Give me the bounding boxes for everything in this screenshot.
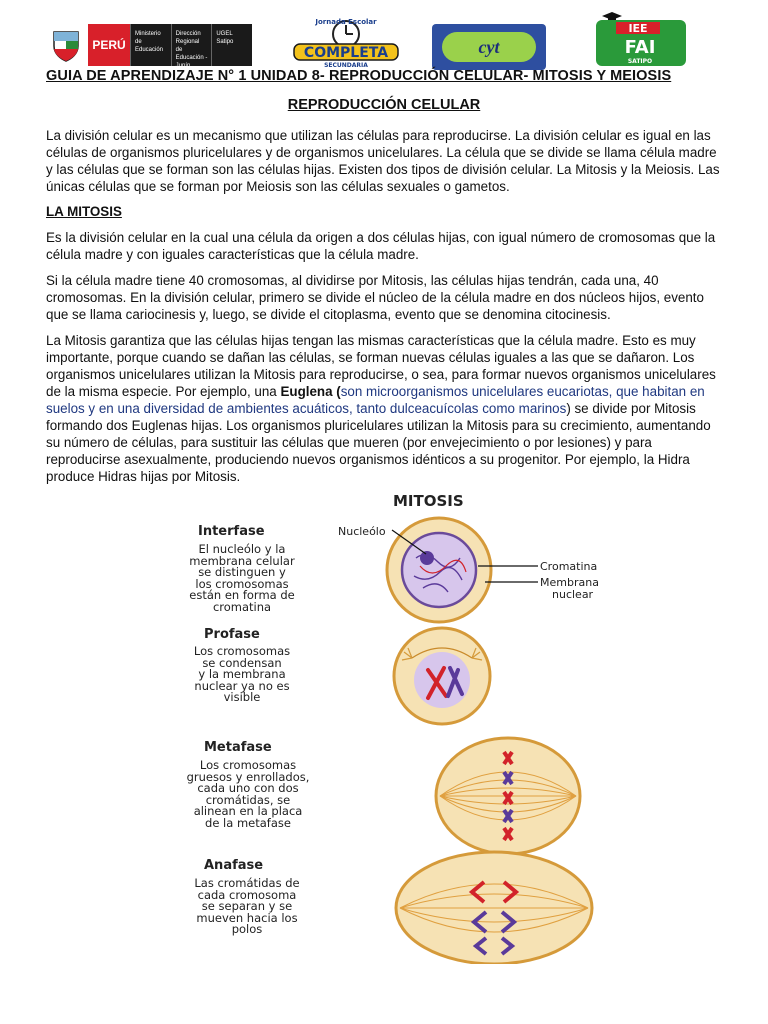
peru-shield-icon (44, 24, 88, 66)
figure-title: MITOSIS (393, 492, 464, 510)
phase-desc-interfase: El nucleólo y la membrana celular se distinguen y los cromosomas están en forma de cromatina (189, 542, 295, 614)
satipo-text: SATIPO (627, 58, 653, 65)
jec-main-text: COMPLETA (303, 45, 389, 61)
mitosis-heading: LA MITOSIS (46, 204, 122, 219)
cyt-logo (432, 24, 546, 70)
region-label: Dirección Regional de Educación - Junín (171, 24, 212, 66)
peru-label: PERÚ (88, 24, 130, 66)
intro-paragraph: La división celular es un mecanismo que utilizan las células para reproducirse. La división celular es igual en las células de organismos pluricelulares y de organismos unicelulares. La célula que se divide se llama célula madre y las células que se forman son las células hijas. Existen dos tipos de división celular. La Mitosis y la Meiosis. Las únicas células que se forman por Meiosis son las células sexuales o gametos. (46, 128, 720, 194)
section-subtitle: REPRODUCCIÓN CELULAR (287, 97, 481, 113)
document-title: GUIA DE APRENDIZAJE N° 1 UNIDAD 8- REPRODUCCIÓN CELULAR- MITOSIS Y MEIOSIS (46, 68, 672, 84)
mitosis-paragraph-2: Si la célula madre tiene 40 cromosomas, al dividirse por Mitosis, las células hijas tendrán, cada una, 40 cromosomas. En la división celular, primero se divide el núcleo de la célula madre en dos núcleos hijos, evento que se llama cariocinesis y, luego, se divide el citoplasma, evento que se denomina citocinesis. (46, 273, 704, 322)
phase-title-profase: Profase (204, 627, 260, 642)
paragraph-3-end: ) se divide por Mitosis formando dos Euglenas hijas. Los organismos pluricelulares utilizan la Mitosis para su crecimiento, aumentando su número de células, para sustituir las células que mueren (por envejecimiento o por lesiones) y para reproducirse asexualmente, produciendo nuevos organismos idénticos a su progenitor. Por ejemplo, la Hidra produce Hidras hijas por Mitosis. (46, 401, 711, 484)
label-nucleolo: Nucleólo (338, 525, 386, 538)
phase-desc-metafase: Los cromosomas gruesos y enrollados, cada uno con dos cromátidas, se alinean en la placa de la metafase (186, 758, 310, 830)
iee-text: IEE (628, 22, 648, 35)
label-membrana: Membrana nuclear (540, 576, 599, 601)
ugel-label: UGEL Satipo (211, 24, 252, 66)
fai-text: FAI (624, 37, 656, 58)
interfase-cell-diagram (387, 518, 538, 622)
jec-bottom-text: SECUNDARIA (324, 62, 368, 69)
iee-fai-logo (590, 12, 690, 68)
mitosis-paragraph-3 (46, 332, 726, 485)
anafase-cell-diagram (396, 852, 592, 964)
metafase-cell-diagram (436, 738, 580, 854)
jec-logo (290, 14, 402, 70)
phase-title-metafase: Metafase (204, 740, 272, 755)
mitosis-figure (148, 488, 628, 964)
phase-desc-profase: Los cromosomas se condensan y la membrana nuclear ya no es visible (193, 644, 291, 705)
euglena-term: Euglena ( (280, 384, 341, 399)
ministry-label: Ministerio de Educación (130, 24, 171, 66)
cyt-logo-text: cyt (442, 32, 536, 62)
euglena-definition: son microorganismos unicelulares eucariotas, que habitan en suelos y en una diversidad de ambientes acuáticos, tanto dulceacuícolas como marinos (46, 384, 705, 416)
phase-title-anafase: Anafase (204, 858, 264, 873)
phase-desc-anafase: Las cromátidas de cada cromosoma se separan y se mueven hacia los polos (194, 876, 300, 937)
paragraph-3-start: La Mitosis garantiza que las células hijas tengan las mismas características que la célula madre. Esto es muy importante, porque cuando se dañan las células, se forman nuevas células iguales a las que se dañaron. Los organismos unicelulares utilizan la Mitosis para reproducirse, o sea, para formar nuevos organismos unicelulares de la misma especie. Por ejemplo, una (46, 333, 716, 399)
minedu-logo (44, 24, 252, 69)
jec-top-text: Jornada Escolar (315, 18, 377, 26)
mitosis-paragraph-1: Es la división celular en la cual una célula da origen a dos células hijas, con igual número de cromosomas que la célula madre y con iguales características que la célula madre. (46, 230, 716, 262)
phase-title-interfase: Interfase (198, 524, 265, 539)
profase-cell-diagram (394, 628, 490, 724)
label-cromatina: Cromatina (540, 560, 598, 573)
